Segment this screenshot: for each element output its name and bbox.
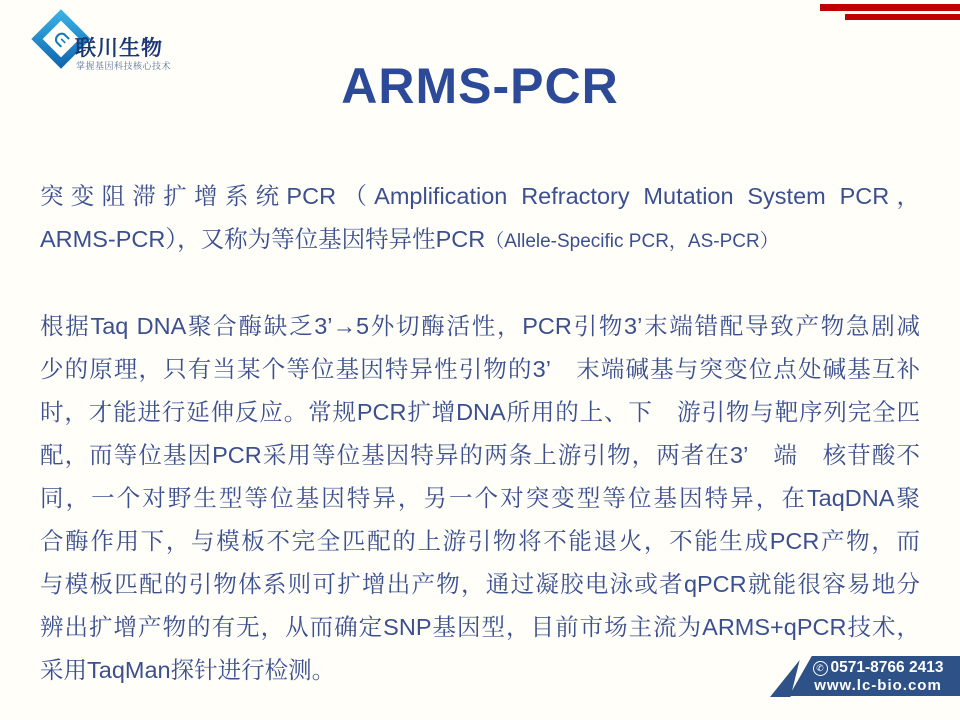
paragraph-line: 突变阻滞扩增系统PCR（Amplification Refractory Mutation System PCR， (40, 183, 920, 209)
paragraph-definition (40, 175, 920, 263)
paragraph-line: 合酶作用下，与模板不完全匹配的上游引物将不能退火，不能生成PCR产物，而 (40, 528, 920, 554)
paragraph-line: 配，而等位基因PCR采用等位基因特异的两条上游引物，两者在3’ 端 核苷酸不 (40, 442, 920, 468)
page-title: ARMS-PCR (341, 58, 619, 114)
paragraph-line: 少的原理，只有当某个等位基因特异性引物的3’ 末端碱基与突变位点处碱基互补 (40, 356, 920, 382)
paragraph-line (40, 218, 920, 263)
paragraph-line: 与模板匹配的引物体系则可扩增出产物，通过凝胶电泳或者qPCR就能很容易地分 (40, 571, 920, 597)
paragraph-line: 时，才能进行延伸反应。常规PCR扩增DNA所用的上、下 游引物与靶序列完全匹 (40, 399, 920, 425)
footer-website: www.lc-bio.com (814, 677, 942, 694)
paragraph-line: 同，一个对野生型等位基因特异，另一个对突变型等位基因特异，在TaqDNA聚 (40, 485, 920, 511)
footer-contact (812, 659, 944, 694)
phone-number: 0571-8766 2413 (830, 659, 944, 676)
logo-tagline: 掌握基因科技核心技术 (76, 61, 172, 71)
top-right-decor-bar-1 (820, 4, 960, 11)
paragraph-line: 辨出扩增产物的有无，从而确定SNP基因型，目前市场主流为ARMS+qPCR技术， (40, 614, 920, 640)
p1-line2-small: （Allele-Specific PCR，AS-PCR） (485, 231, 779, 252)
p1-line2-main: ARMS-PCR），又称为等位基因特异性PCR (40, 226, 486, 252)
logo-diamond-inner (43, 21, 80, 58)
phone-icon: ✆ (813, 661, 828, 676)
footer-phone (812, 659, 944, 677)
top-right-decor-bar-2 (845, 14, 960, 20)
paragraph-mechanism (40, 305, 920, 692)
paragraph-line: 采用TaqMan探针进行检测。 (40, 657, 336, 683)
logo-company-name: 联川生物 (75, 37, 163, 60)
logo-mark-glyph: ᕮ (49, 27, 73, 51)
paragraph-line: 根据Taq DNA聚合酶缺乏3’→5外切酶活性，PCR引物3’末端错配导致产物急剧减 (40, 313, 920, 339)
